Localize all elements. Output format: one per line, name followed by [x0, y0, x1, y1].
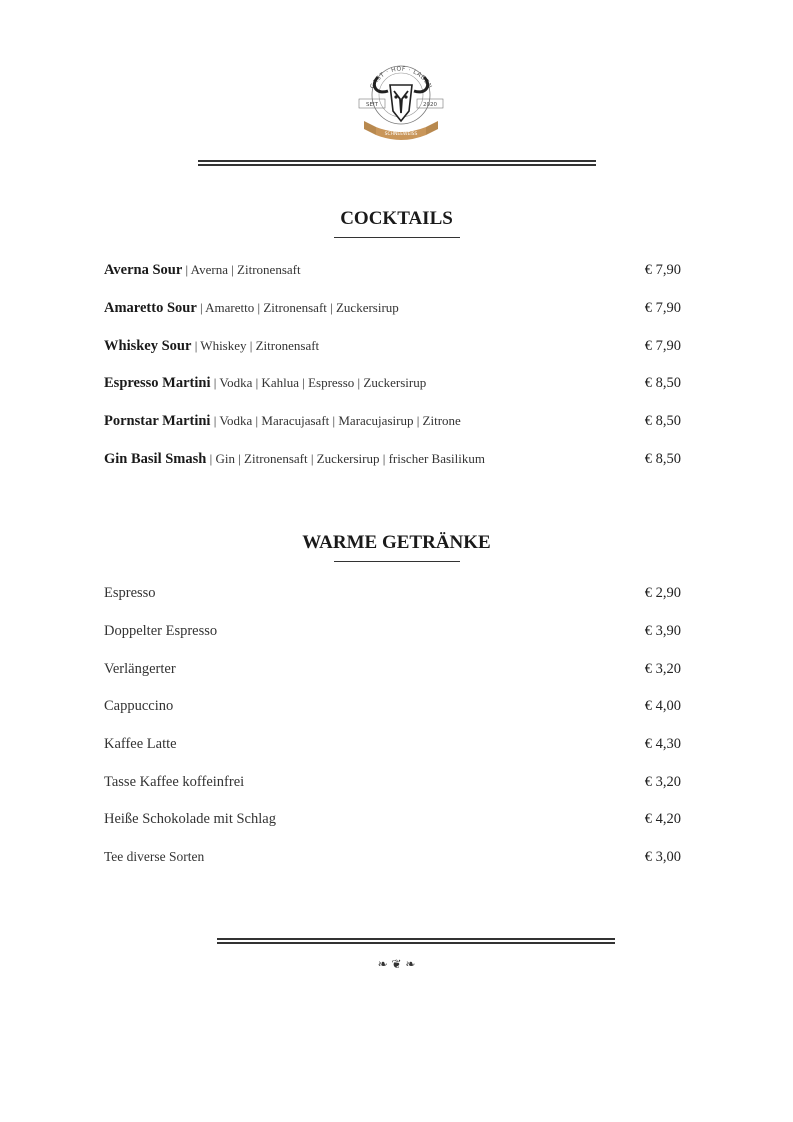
- logo-left-text: SEIT: [366, 102, 378, 108]
- item-price: € 4,30: [644, 736, 681, 752]
- item-name: Espresso Martini: [104, 375, 211, 391]
- item-ingredients: | Gin | Zitronensaft | Zuckersirup | frischer Basilikum: [206, 451, 485, 466]
- item-ingredients: | Vodka | Kahlua | Espresso | Zuckersirup: [210, 375, 427, 390]
- item-name: Averna Sour: [104, 262, 183, 278]
- item-price: € 8,50: [644, 375, 681, 391]
- item-name: Espresso: [104, 585, 156, 601]
- item-price: € 4,20: [644, 811, 681, 827]
- menu-item: [104, 262, 681, 282]
- menu-item: [104, 736, 681, 756]
- item-ingredients: | Vodka | Maracujasaft | Maracujasirup | Zitrone: [210, 413, 461, 428]
- item-name: Heiße Schokolade mit Schlag: [104, 811, 276, 827]
- menu-item: [104, 849, 681, 869]
- logo-bottom-text: SCHNEEWEISS: [384, 132, 418, 137]
- item-name: Doppelter Espresso: [104, 623, 218, 639]
- menu-item: [104, 585, 681, 605]
- item-price: € 8,50: [644, 413, 681, 429]
- menu-item: [104, 811, 681, 831]
- bottom-double-rule: [217, 938, 615, 940]
- menu-item: [104, 623, 681, 643]
- menu-item: [104, 375, 681, 395]
- item-name: Cappuccino: [104, 698, 174, 714]
- item-name: Gin Basil Smash: [104, 451, 207, 467]
- item-price: € 8,50: [644, 451, 681, 467]
- item-price: € 7,90: [644, 262, 681, 278]
- item-price: € 7,90: [644, 300, 681, 316]
- top-double-rule: [198, 160, 596, 162]
- item-name: Pornstar Martini: [104, 413, 211, 429]
- logo-arc-text: GAST · HOF · LADEN: [368, 65, 434, 90]
- item-name: Amaretto Sour: [104, 300, 197, 316]
- menu-item: [104, 774, 681, 794]
- item-name: Tee diverse Sorten: [104, 849, 205, 864]
- footer-ornament: ❧ ❦ ❧: [377, 957, 416, 971]
- menu-item: [104, 698, 681, 718]
- menu-item: [104, 413, 681, 433]
- item-price: € 4,00: [644, 698, 681, 714]
- item-name: Tasse Kaffee koffeinfrei: [104, 774, 245, 790]
- menu-item: [104, 300, 681, 320]
- item-ingredients: | Whiskey | Zitronensaft: [191, 338, 320, 353]
- item-name: Kaffee Latte: [104, 736, 177, 752]
- logo-right-text: 2020: [423, 102, 437, 108]
- item-price: € 3,20: [644, 661, 681, 677]
- menu-item: [104, 661, 681, 681]
- gasthof-logo: [356, 55, 446, 140]
- item-ingredients: | Amaretto | Zitronensaft | Zuckersirup: [196, 300, 399, 315]
- warm-drinks-title-underline: [334, 561, 460, 562]
- item-price: € 3,90: [644, 623, 681, 639]
- item-name: Verlängerter: [104, 661, 176, 677]
- menu-item: [104, 338, 681, 358]
- item-ingredients: | Averna | Zitronensaft: [182, 262, 301, 277]
- menu-item: [104, 451, 681, 471]
- cocktails-title-underline: [334, 237, 460, 238]
- item-price: € 3,00: [644, 849, 681, 865]
- section-title-warm-drinks: WARME GETRÄNKE: [302, 532, 491, 553]
- section-title-cocktails: COCKTAILS: [340, 208, 453, 229]
- item-price: € 2,90: [644, 585, 681, 601]
- item-name: Whiskey Sour: [104, 338, 192, 354]
- item-price: € 7,90: [644, 338, 681, 354]
- item-price: € 3,20: [644, 774, 681, 790]
